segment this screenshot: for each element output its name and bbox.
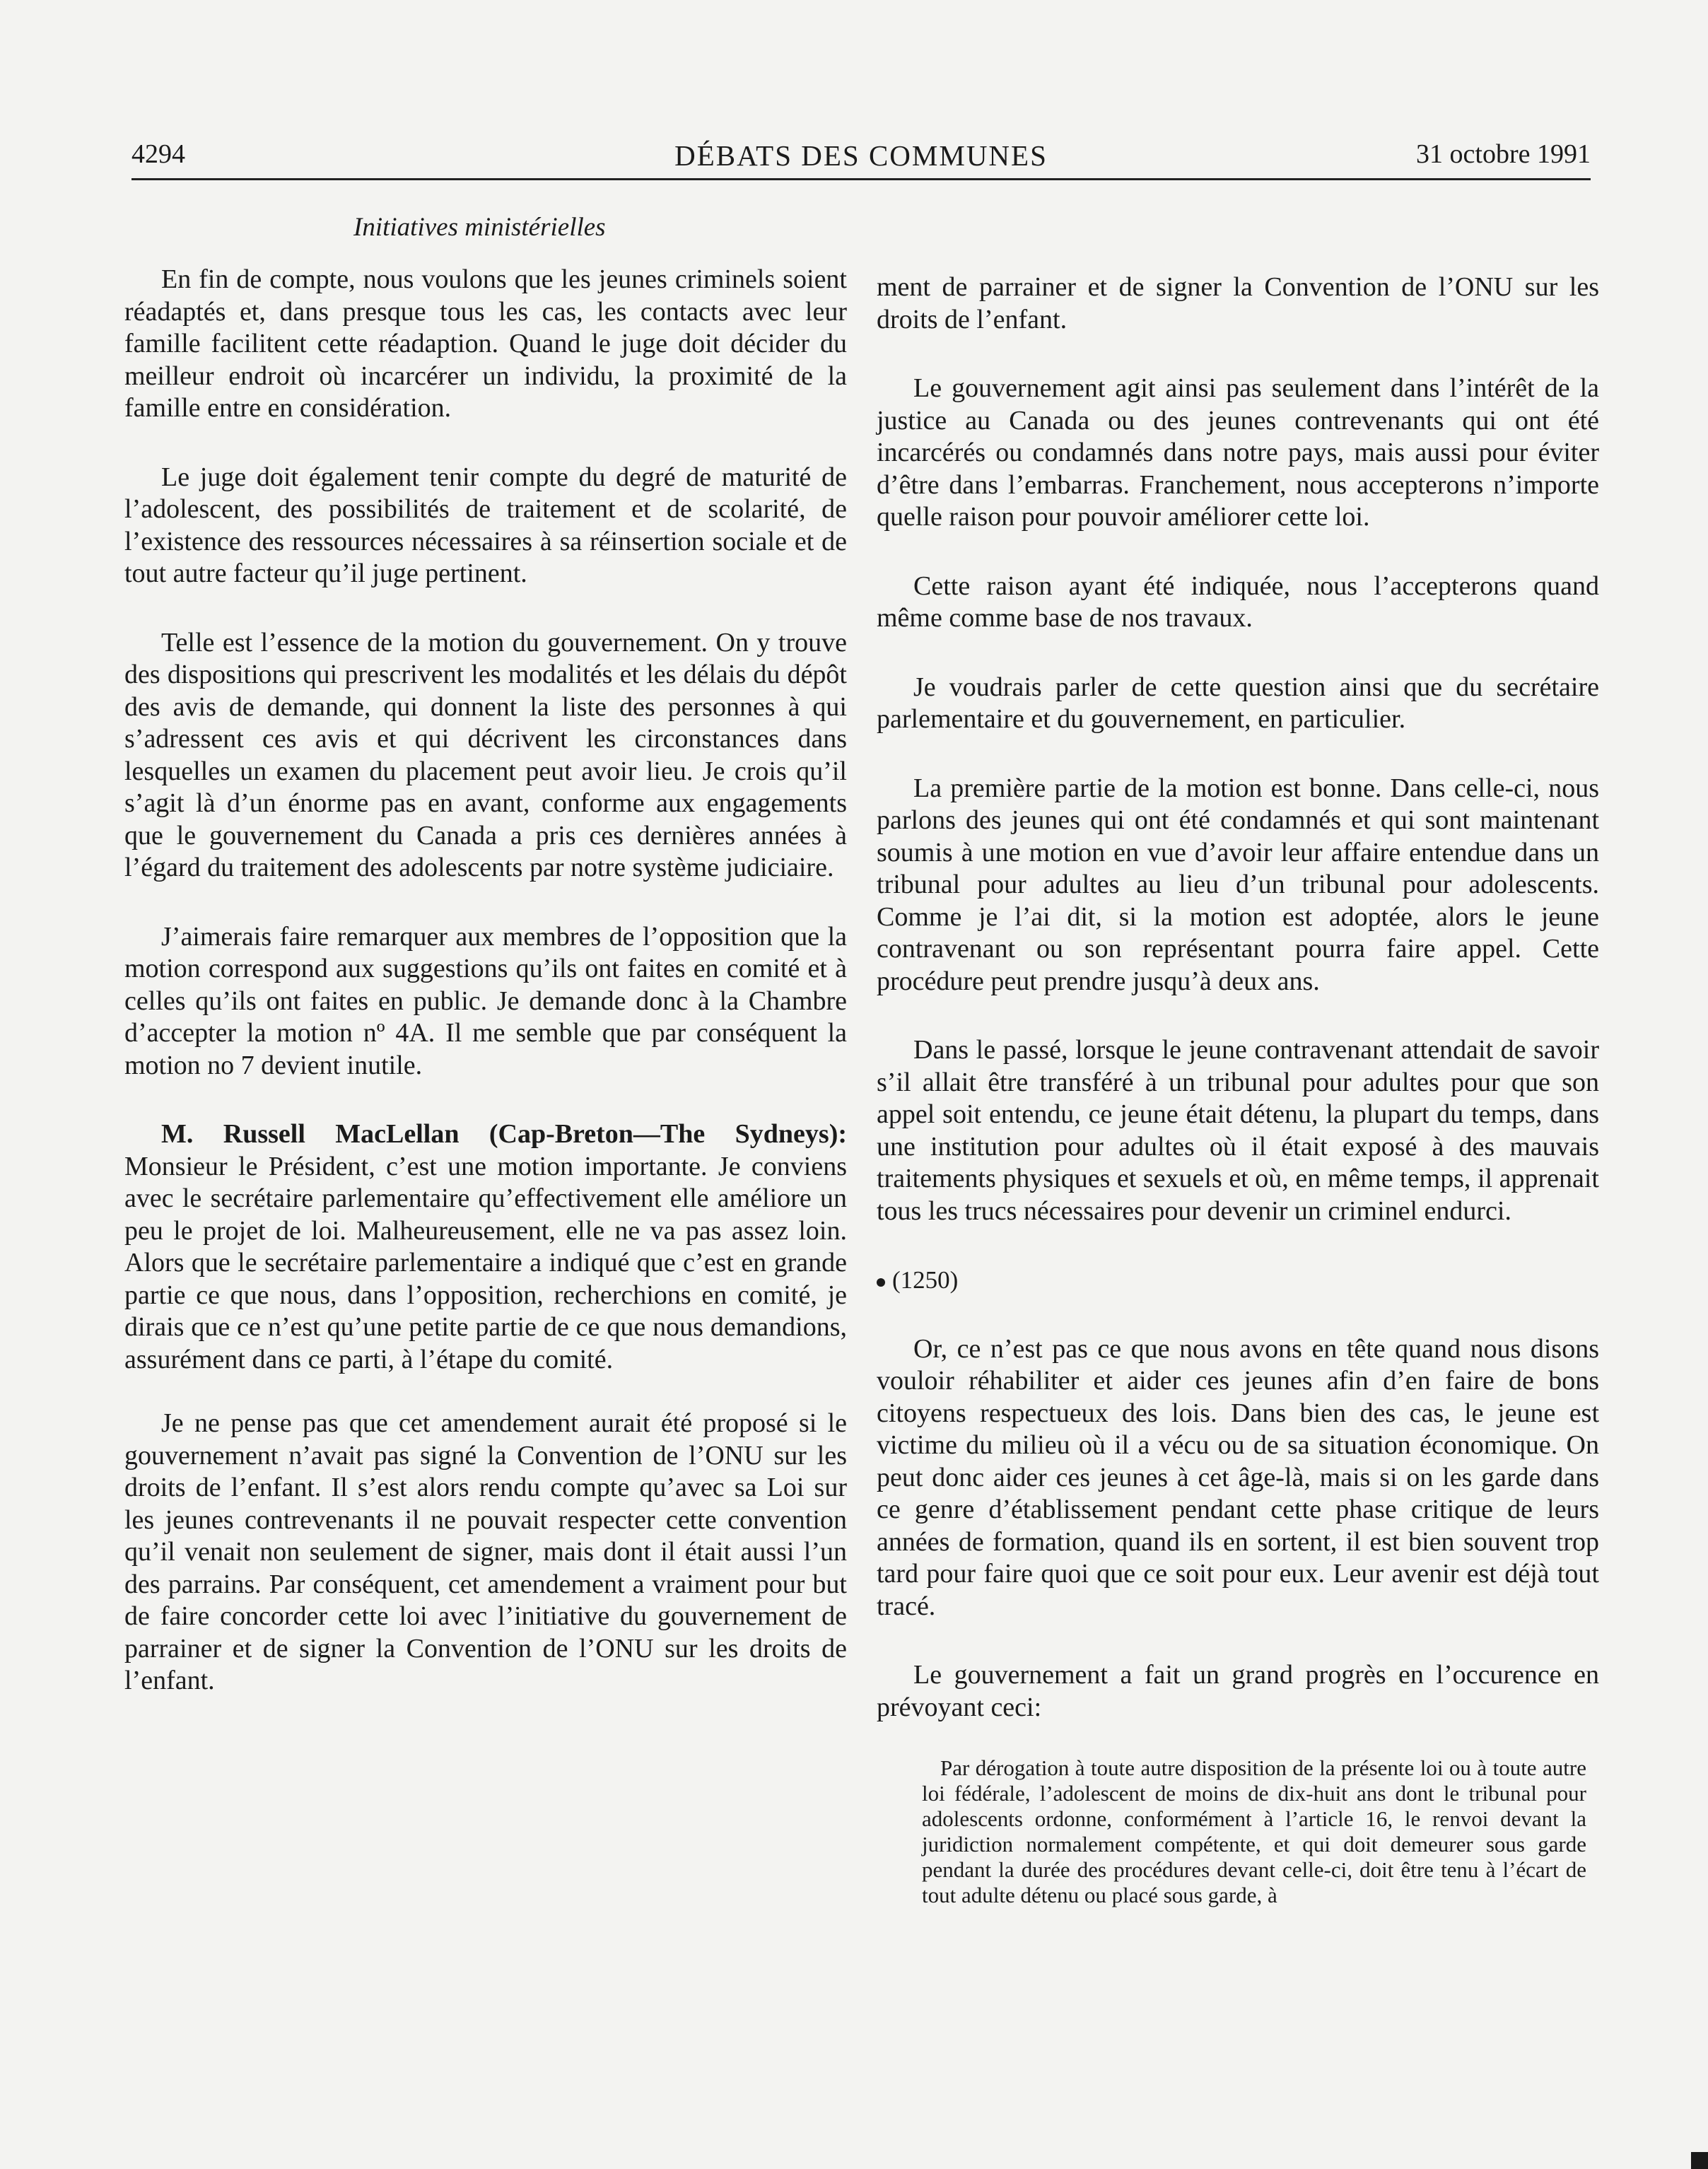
page-number: 4294 [131, 139, 185, 169]
paragraph-continued: ment de parrainer et de signer la Convention de l’ONU sur les droits de l’enfant. [877, 272, 1599, 334]
right-column [877, 271, 1599, 1908]
paragraph: Dans le passé, lorsque le jeune contravenant attendait de savoir s’il allait être transféré à un tribunal pour adultes pour que son appel soit entendu, ce jeune était détenu, la plupart du temps, dans une institution pour adultes où il était exposé à des mauvais traitements physiques et sexuels et où, en même temps, il apprenait tous les trucs nécessaires pour devenir un criminel endurci. [877, 1035, 1599, 1226]
quoted-legislation: Par dérogation à toute autre disposition de la présente loi ou à toute autre loi fédérale, l’adolescent de moins de dix-huit ans dont le tribunal pour adolescents ordonne, conformément à l’article 16, le renvoi devant la juridiction normalement compétente, et qui doit demeurer sous garde pendant la durée des procédures devant celle-ci, doit être tenu à l’écart de tout adulte détenu ou placé sous garde, à [922, 1755, 1586, 1907]
time-marker-text: (1250) [892, 1266, 959, 1294]
left-column [124, 264, 847, 1697]
header-rule [131, 178, 1591, 180]
paragraph: Cette raison ayant été indiquée, nous l’accepterons quand même comme base de nos travaux. [877, 571, 1599, 633]
paragraph: J’aimerais faire remarquer aux membres de l’opposition que la motion correspond aux suggestions qu’ils ont faites en comité et à celles qu’ils ont faites en public. Je demande donc à la Chambre d’accepter la motion nº 4A. Il me semble que par conséquent la motion no 7 devient inutile. [124, 921, 847, 1080]
paragraph: La première partie de la motion est bonne. Dans celle-ci, nous parlons des jeunes qui ont été condamnés et qui sont maintenant soumis à une motion en vue d’avoir leur affaire entendue dans un tribunal pour adultes au lieu d’un tribunal pour adolescents. Comme je l’ai dit, si la motion est adoptée, alors le jeune contravenant ou son représentant pourra faire appel. Cette procédure peut prendre jusqu’à deux ans. [877, 773, 1599, 996]
paragraph: Je ne pense pas que cet amendement aurait été proposé si le gouvernement n’avait pas signé la Convention de l’ONU sur les droits de l’enfant. Il s’est alors rendu compte qu’avec sa Loi sur les jeunes contrevenants il ne pouvait respecter cette convention qu’il venait non seulement de signer, mais dont il était aussi l’un des parrains. Par conséquent, cet amendement a vraiment pour but de faire concorder cette loi avec l’initiative du gouvernement de parrainer et de signer la Convention de l’ONU sur les droits de l’enfant. [124, 1408, 847, 1695]
speech-paragraph [124, 1118, 847, 1376]
paragraph: Je voudrais parler de cette question ainsi que du secrétaire parlementaire et du gouvernement, en particulier. [877, 672, 1599, 734]
time-marker [877, 1264, 1599, 1297]
publication-date: 31 octobre 1991 [1416, 139, 1591, 169]
paragraph: Or, ce n’est pas ce que nous avons en tête quand nous disons vouloir réhabiliter et aider ces jeunes afin d’en faire de bons citoyens respectueux des lois. Dans bien des cas, le jeune est victime du milieu où il a vécu ou de sa situation économique. On peut donc aider ces jeunes à cet âge-là, mais si on les garde dans ce genre d’établissement pendant cette phase critique de leurs années de formation, quand ils en sortent, il est bien souvent trop tard pour faire quoi que ce soit pour eux. Leur avenir est déjà tout tracé. [877, 1333, 1599, 1621]
paragraph: Le gouvernement a fait un grand progrès en l’occurence en prévoyant ceci: [877, 1660, 1599, 1722]
section-heading: Initiatives ministérielles [353, 213, 606, 242]
paragraph: Le gouvernement agit ainsi pas seulement dans l’intérêt de la justice au Canada ou des jeunes contrevenants qui ont été incarcérés ou condamnés dans notre pays, mais aussi pour éviter d’être dans l’embarras. Franchement, nous accepterons n’importe quelle raison pour pouvoir améliorer cette loi. [877, 373, 1599, 532]
journal-title: DÉBATS DES COMMUNES [674, 139, 1048, 172]
bullet-icon [877, 1278, 885, 1287]
paragraph: Telle est l’essence de la motion du gouvernement. On y trouve des dispositions qui prescrivent les modalités et les délais du dépôt des avis de demande, qui donnent la liste des personnes à qui s’adressent ces avis et qui décrivent les circonstances dans lesquelles un examen du placement peut avoir lieu. Je crois qu’il s’agit là d’un énorme pas en avant, conforme aux engagements que le gouvernement du Canada a pris ces dernières années à l’égard du traitement des adolescents par notre système judiciaire. [124, 627, 847, 882]
paragraph: Le juge doit également tenir compte du degré de maturité de l’adolescent, des possibilités de traitement et de scolarité, de l’existence des ressources nécessaires à sa réinsertion sociale et de tout autre facteur qu’il juge pertinent. [124, 462, 847, 588]
paragraph: En fin de compte, nous voulons que les jeunes criminels soient réadaptés et, dans presque tous les cas, les contacts avec leur famille facilitent cette réadaption. Quand le juge doit décider du meilleur endroit où incarcérer un individu, la proximité de la famille entre en considération. [124, 264, 847, 423]
speaker-name: M. Russell MacLellan (Cap-Breton—The Sydneys): [161, 1119, 847, 1149]
page-header [131, 139, 1591, 178]
scan-corner-mark [1691, 2152, 1708, 2169]
speech-text: Monsieur le Président, c’est une motion importante. Je conviens avec le secrétaire parlementaire qu’effectivement elle améliore un peu le projet de loi. Malheureusement, elle ne va pas assez loin. Alors que le secrétaire parlementaire a indiqué que c’est en grande partie ce que nous, dans l’opposition, recherchions en comité, je dirais que ce n’est qu’une petite partie de ce que nous demandions, assurément dans ce parti, à l’étape du comité. [124, 1151, 847, 1374]
